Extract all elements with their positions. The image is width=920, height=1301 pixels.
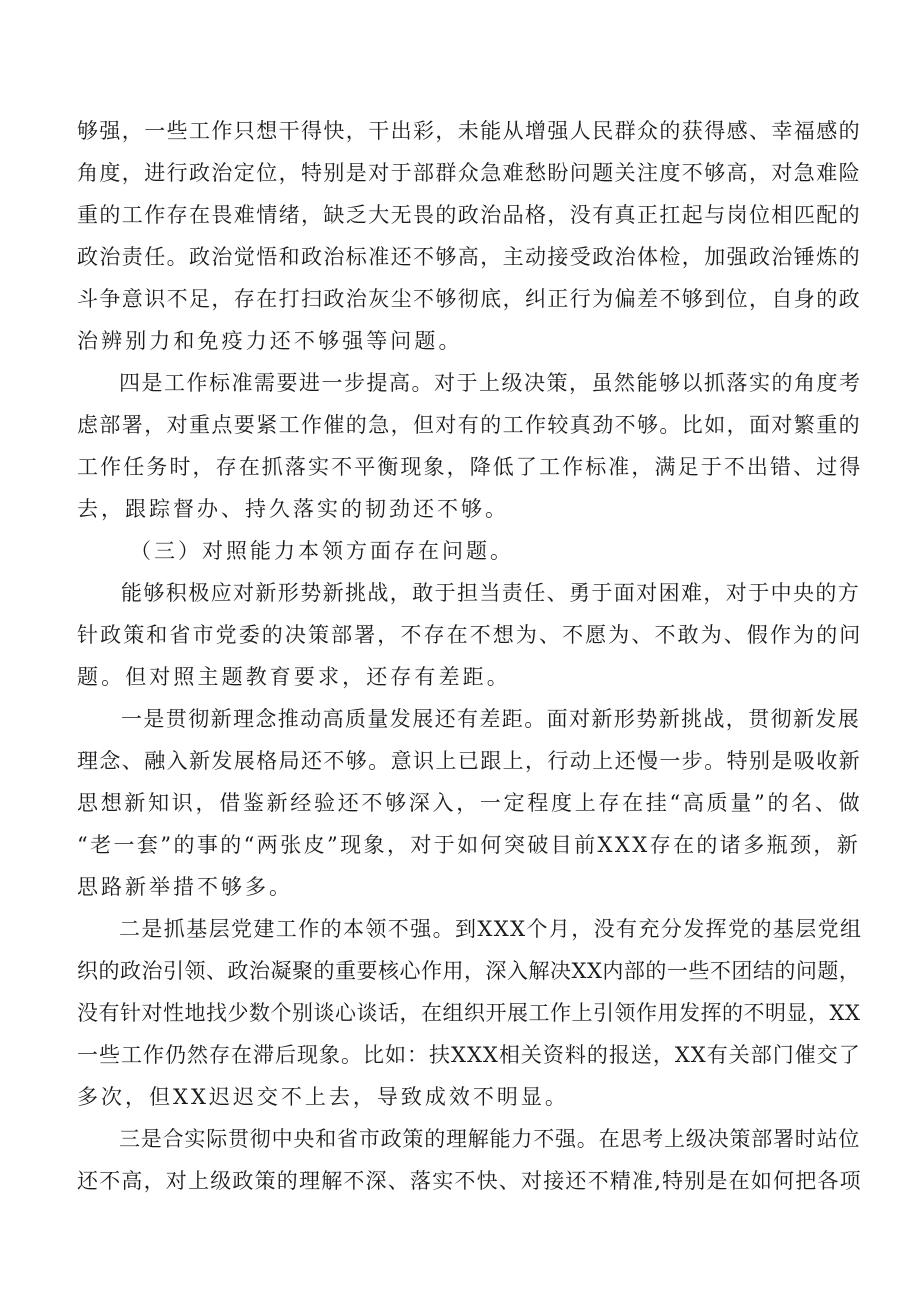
text-line: 工作任务时，存在抓落实不平衡现象，降低了工作标准，满足于不出错、过得 bbox=[77, 455, 863, 479]
text-line: 一些工作仍然存在滞后现象。比如：扶XXX相关资料的报送，XX有关部门催交了 bbox=[77, 1043, 861, 1067]
text-line: 去，跟踪督办、持久落实的韧劲还不够。 bbox=[77, 497, 509, 521]
text-line: 重的工作存在畏难情绪，缺乏大无畏的政治品格，没有真正扛起与岗位相匹配的 bbox=[77, 203, 861, 227]
paragraph-first-line: 能够积极应对新形势新挑战，敢于担当责任、勇于面对困难，对于中央的方 bbox=[121, 581, 861, 605]
text-line: 织的政治引领、政治凝聚的重要核心作用，深入解决XX内部的一些不团结的问题， bbox=[77, 959, 861, 983]
text-line: 够强，一些工作只想干得快，干出彩，未能从增强人民群众的获得感、幸福感的 bbox=[77, 119, 861, 143]
text-line: 没有针对性地找少数个别谈心谈话，在组织开展工作上引领作用发挥的不明显，XX bbox=[77, 1001, 861, 1025]
text-line: 斗争意识不足，存在打扫政治灰尘不够彻底，纠正行为偏差不够到位，自身的政 bbox=[77, 287, 861, 311]
paragraph-first-line: 一是贯彻新理念推动高质量发展还有差距。面对新形势新挑战，贯彻新发展 bbox=[121, 707, 861, 731]
text-line: 思路新举措不够多。 bbox=[77, 875, 293, 899]
text-line: 多次，但XX迟迟交不上去，导致成效不明显。 bbox=[77, 1085, 569, 1109]
text-line: 题。但对照主题教育要求，还存有差距。 bbox=[77, 665, 511, 689]
text-line: 政治责任。政治觉悟和政治标准还不够高，主动接受政治体检，加强政治锤炼的 bbox=[77, 245, 861, 269]
text-line: 虑部署，对重点要紧工作催的急，但对有的工作较真劲不够。比如，面对繁重的 bbox=[77, 413, 861, 437]
text-line: “老一套”的事的“两张皮”现象，对于如何突破目前XXX存在的诸多瓶颈，新 bbox=[77, 833, 861, 857]
text-line: 针政策和省市党委的决策部署，不存在不想为、不愿为、不敢为、假作为的问 bbox=[77, 623, 863, 647]
paragraph-first-line: 三是合实际贯彻中央和省市政策的理解能力不强。在思考上级决策部署时站位 bbox=[119, 1127, 861, 1151]
text-line: 还不高，对上级政策的理解不深、落实不快、对接还不精准,特别是在如何把各项 bbox=[77, 1169, 862, 1193]
text-line: 思想新知识，借鉴新经验还不够深入，一定程度上存在挂“高质量”的名、做 bbox=[77, 791, 863, 815]
paragraph-first-line: 二是抓基层党建工作的本领不强。到XXX个月，没有充分发挥党的基层党组 bbox=[119, 917, 863, 941]
text-line: 治辨别力和免疫力还不够强等问题。 bbox=[77, 329, 463, 353]
text-line: 理念、融入新发展格局还不够。意识上已跟上，行动上还慢一步。特别是吸收新 bbox=[77, 749, 861, 773]
paragraph-first-line: 四是工作标准需要进一步提高。对于上级决策，虽然能够以抓落实的角度考 bbox=[119, 371, 862, 395]
text-line: 角度，进行政治定位，特别是对于部群众急难愁盼问题关注度不够高，对急难险 bbox=[77, 161, 861, 185]
section-heading: （三）对照能力本领方面存在问题。 bbox=[130, 539, 514, 563]
